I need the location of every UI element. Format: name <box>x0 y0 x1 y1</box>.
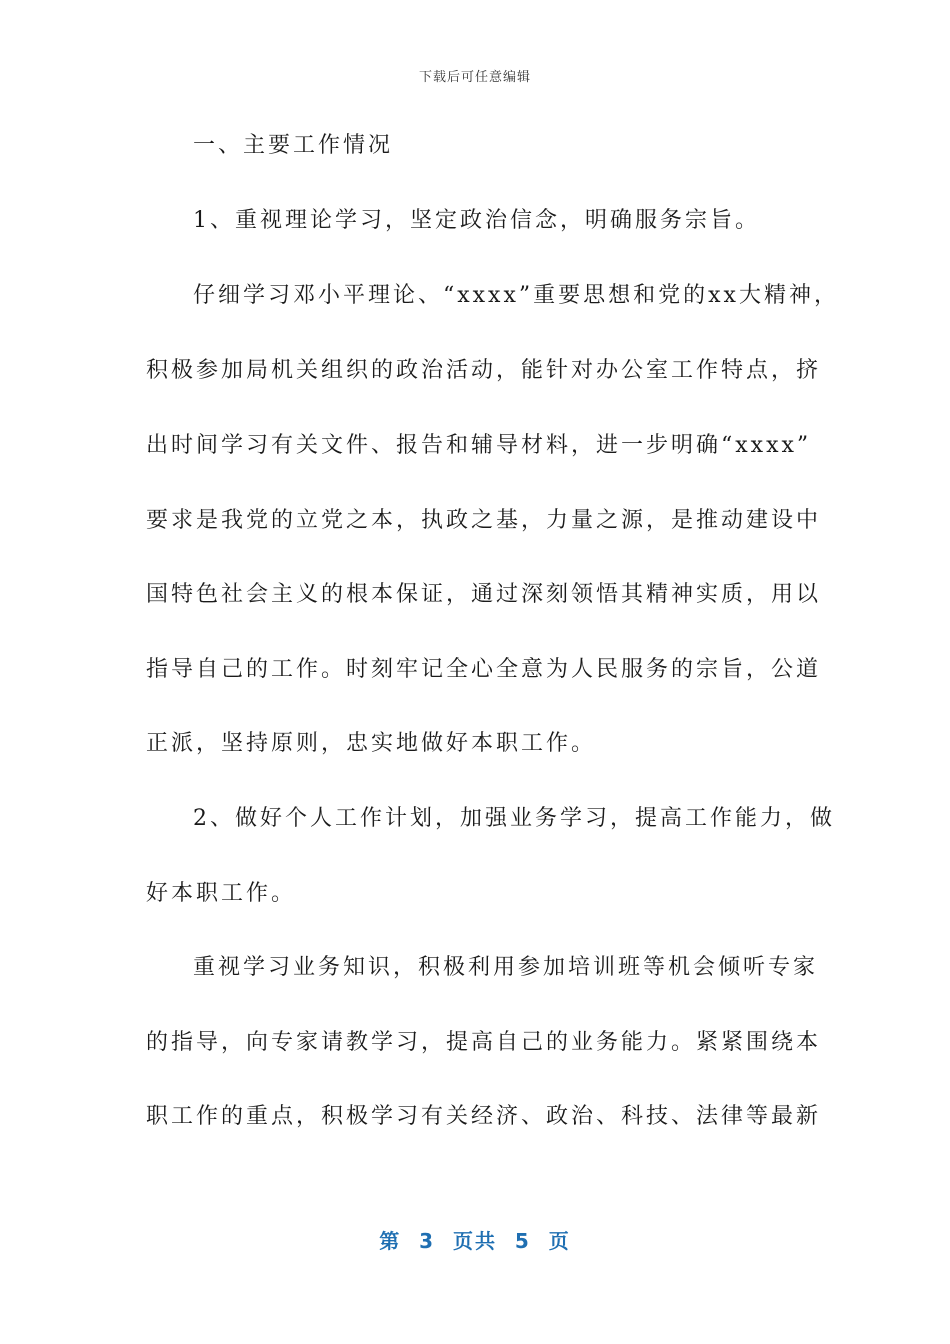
subheading-2-continued: 好本职工作。 <box>146 881 297 906</box>
subheading-1: 1、重视理论学习，坚定政治信念，明确服务宗旨。 <box>193 208 760 233</box>
section-heading: 一、主要工作情况 <box>193 133 394 158</box>
paragraph-line: 国特色社会主义的根本保证，通过深刻领悟其精神实质，用以 <box>146 582 822 607</box>
paragraph-line: 正派，坚持原则，忠实地做好本职工作。 <box>146 731 597 756</box>
paragraph-line: 积极参加局机关组织的政治活动，能针对办公室工作特点，挤 <box>146 358 822 383</box>
paragraph-line: 的指导，向专家请教学习，提高自己的业务能力。紧紧围绕本 <box>146 1030 822 1055</box>
page-header-note: 下载后可任意编辑 <box>418 70 531 85</box>
paragraph-line: 仔细学习邓小平理论、“xxxx”重要思想和党的xx大精神， <box>193 283 839 308</box>
paragraph-line: 职工作的重点，积极学习有关经济、政治、科技、法律等最新 <box>146 1104 822 1129</box>
page-number-footer: 第 3 页共 5 页 <box>379 1229 571 1253</box>
subheading-2: 2、做好个人工作计划，加强业务学习，提高工作能力，做 <box>193 806 835 831</box>
paragraph-line: 指导自己的工作。时刻牢记全心全意为人民服务的宗旨，公道 <box>146 657 822 682</box>
paragraph-line: 重视学习业务知识，积极利用参加培训班等机会倾听专家 <box>193 955 819 980</box>
paragraph-line: 出时间学习有关文件、报告和辅导材料，进一步明确“xxxx” <box>146 433 812 458</box>
paragraph-line: 要求是我党的立党之本，执政之基，力量之源，是推动建设中 <box>146 508 822 533</box>
